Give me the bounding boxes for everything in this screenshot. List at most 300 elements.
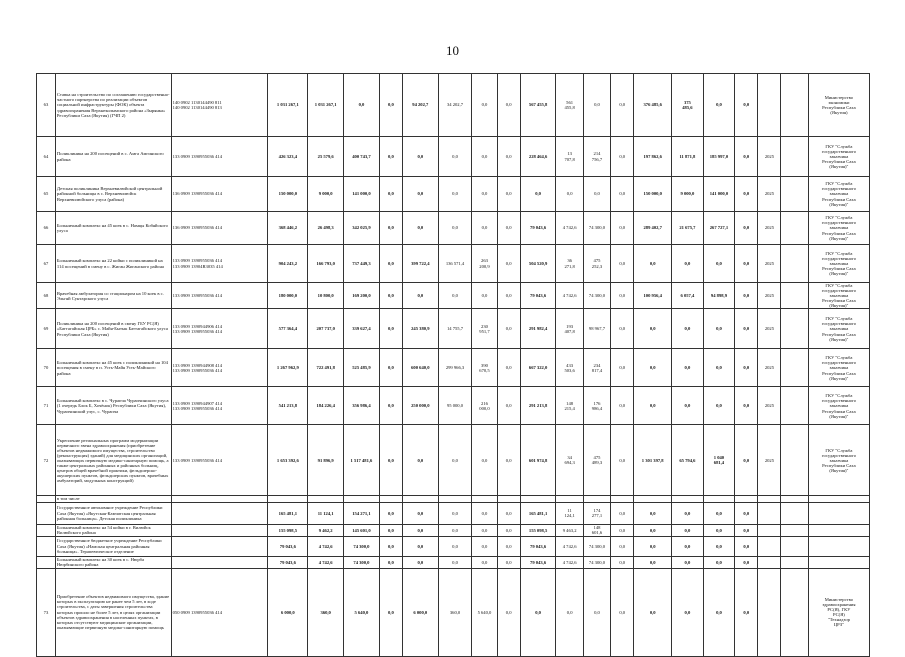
value-cell: 0,0	[611, 137, 634, 177]
value-cell: 0,0	[634, 556, 672, 568]
value-cell: 10 800,0	[308, 283, 344, 309]
value-cell: 1 517 481,6	[344, 425, 380, 496]
value-cell: 2025	[758, 177, 781, 212]
value-cell: 475 252,3	[583, 245, 610, 283]
value-cell: 79 043,6	[520, 536, 556, 556]
value-cell: 0,0	[735, 212, 758, 245]
value-cell: 1 301 397,8	[634, 425, 672, 496]
value-cell: 368 446,2	[268, 212, 308, 245]
value-cell: 0,0	[379, 74, 402, 137]
value-cell: 74 300,0	[344, 536, 380, 556]
table-row	[37, 137, 870, 177]
value-cell: 13 707,8	[556, 137, 583, 177]
budget-code	[171, 524, 268, 536]
value-cell: 0,0	[611, 245, 634, 283]
table-row	[37, 309, 870, 349]
table-row	[37, 536, 870, 556]
value-cell: 0,0	[438, 556, 472, 568]
value-cell: 0,0	[634, 309, 672, 349]
empty-cell	[781, 212, 808, 245]
value-cell: 0,0	[634, 536, 672, 556]
value-cell: 1 267 962,9	[268, 349, 308, 387]
value-cell: 0,0	[556, 177, 583, 212]
value-cell: 0,0	[497, 74, 520, 137]
budget-code	[171, 502, 268, 524]
row-name: Укрепление региональных программ модернизации первичного звена здравоохранения (приобретение объектов недвижимого имущества, строительство (реконструкция) зданий) для медицинских организаций, оказывающих первичную медико-санитарную помощь, а также центральных районных и районных больниц, центров общей врачебной практики, фельдшерско-акушерских пунктов, фельдшерских пунктов, врачебных амбулаторий, модульных конструкций)	[55, 425, 171, 496]
value-cell: 36 271,8	[556, 245, 583, 283]
value-cell: 737 449,3	[344, 245, 380, 283]
value-cell: 0,0	[703, 536, 735, 556]
value-cell: 375 485,6	[672, 74, 704, 137]
value-cell: 230 951,7	[472, 309, 497, 349]
empty-cell	[781, 309, 808, 349]
value-cell: 155 098,5	[520, 524, 556, 536]
value-cell: 376 485,6	[634, 74, 672, 137]
row-name: Больничный комплекс на 45 коек в с. Намцы Кобяйского улуса	[55, 212, 171, 245]
value-cell: 0,0	[735, 387, 758, 425]
value-cell: 0,0	[634, 502, 672, 524]
value-cell: 0,0	[611, 524, 634, 536]
value-cell: 79 043,6	[520, 212, 556, 245]
value-cell: 0,0	[703, 349, 735, 387]
value-cell: 9 462,2	[308, 524, 344, 536]
value-cell: 74 300,0	[583, 212, 610, 245]
value-cell: 176 986,4	[583, 387, 610, 425]
responsible-cell	[808, 502, 869, 524]
row-name: Больничный комплекс на 22 койки с поликлиникой на 114 посещений в смену в с. Жиган Жиганского района	[55, 245, 171, 283]
value-cell: 426 323,4	[268, 137, 308, 177]
row-name: Поликлиника на 200 посещений в смену ГБУ РС(Я) «Баттагайская ЦРБ» с. Майя-Бытык Баттагайского улуса Республики Саха (Якутия)	[55, 309, 171, 349]
value-cell: 0,0	[735, 425, 758, 496]
budget-code: 133 0909 1390944907 414 133 0909 1390955036 414	[171, 387, 268, 425]
page-number: 10	[446, 43, 459, 58]
value-cell: 0,0	[611, 212, 634, 245]
value-cell: 0,0	[438, 177, 472, 212]
value-cell: 0,0	[611, 425, 634, 496]
row-number: 68	[37, 283, 56, 309]
value-cell: 0,0	[735, 309, 758, 349]
value-cell: 4 742,6	[556, 212, 583, 245]
value-cell: 561 455,8	[556, 74, 583, 137]
value-cell: 0,0	[497, 568, 520, 656]
value-cell: 21 675,7	[672, 212, 704, 245]
budget-code: 133 0909 1390944908 414 133 0909 1390955036 414	[171, 349, 268, 387]
value-cell: 339 627,4	[344, 309, 380, 349]
value-cell: 342 025,9	[344, 212, 380, 245]
value-cell: 0,0	[438, 212, 472, 245]
value-cell: 4 742,6	[556, 536, 583, 556]
value-cell: 165 481,1	[268, 502, 308, 524]
value-cell: 0,0	[402, 502, 438, 524]
responsible-cell: ГКУ "Служба государственного заказчика Республики Саха (Якутия)"	[808, 349, 869, 387]
value-cell: 1 653 392,6	[268, 425, 308, 496]
value-cell	[758, 568, 781, 656]
value-cell: 141 000,0	[703, 177, 735, 212]
value-cell: 207 737,0	[308, 309, 344, 349]
value-cell: 0,0	[497, 502, 520, 524]
row-name: Государственное автономное учреждение Республики Саха (Якутия) «Якутская-Камчатская центральная районная больница». Детская поликлиника	[55, 502, 171, 524]
responsible-cell	[808, 556, 869, 568]
value-cell: 0,0	[703, 556, 735, 568]
value-cell: 291 982,4	[520, 309, 556, 349]
value-cell: 5 640,0	[472, 568, 497, 656]
value-cell: 0,0	[672, 245, 704, 283]
value-cell	[758, 536, 781, 556]
value-cell: 34 694,3	[556, 425, 583, 496]
value-cell: 79 043,6	[268, 556, 308, 568]
value-cell: 25 579,6	[308, 137, 344, 177]
value-cell: 2025	[758, 212, 781, 245]
value-cell: 11 124,1	[308, 502, 344, 524]
value-cell: 74 300,0	[583, 556, 610, 568]
row-number: 65	[37, 177, 56, 212]
value-cell: 0,0	[379, 387, 402, 425]
value-cell: 0,0	[379, 425, 402, 496]
value-cell: 0,0	[438, 502, 472, 524]
value-cell: 74 300,0	[583, 283, 610, 309]
value-cell: 0,0	[611, 309, 634, 349]
row-number	[37, 524, 56, 536]
value-cell: 2025	[758, 245, 781, 283]
responsible-cell	[808, 524, 869, 536]
value-cell: 0,0	[520, 568, 556, 656]
value-cell: 0,0	[379, 137, 402, 177]
value-cell: 0,0	[735, 283, 758, 309]
value-cell: 0,0	[472, 524, 497, 536]
value-cell: 400 743,7	[344, 137, 380, 177]
responsible-cell: ГКУ "Служба государственного заказчика Республики Саха (Якутия)"	[808, 309, 869, 349]
responsible-cell: ГКУ "Служба государственного заказчика Республики Саха (Якутия)"	[808, 177, 869, 212]
table-row	[37, 245, 870, 283]
empty-cell	[781, 74, 808, 137]
value-cell: 433 503,6	[556, 349, 583, 387]
value-cell: 1 031 267,1	[308, 74, 344, 137]
value-cell: 0,0	[379, 524, 402, 536]
row-number: 70	[37, 349, 56, 387]
value-cell: 0,0	[556, 568, 583, 656]
value-cell: 0,0	[703, 524, 735, 536]
empty-cell	[781, 137, 808, 177]
row-number: 66	[37, 212, 56, 245]
value-cell: 0,0	[379, 245, 402, 283]
value-cell: 0,0	[735, 137, 758, 177]
value-cell: 0,0	[672, 349, 704, 387]
empty-cell	[781, 245, 808, 283]
row-name: Врачебная амбулатория со стационаром на 10 коек в с. Эльгяй Сунтарского улуса	[55, 283, 171, 309]
value-cell: 0,0	[703, 387, 735, 425]
value-cell: 4 742,6	[556, 283, 583, 309]
responsible-cell: ГКУ "Служба государственного заказчика Республики Саха (Якутия)"	[808, 245, 869, 283]
value-cell: 154 271,1	[344, 502, 380, 524]
value-cell: 0,0	[634, 524, 672, 536]
row-name: Ставка на строительство по соглашению государственно-частного партнерства по реализации объектов социальной инфраструктуры (ФОК) объекта здравоохранения Верхнеколымского района «Зырянка» Республики Саха (Якутия) (ГЧП 2)	[55, 74, 171, 137]
value-cell: 0,0	[703, 502, 735, 524]
value-cell: 148 601,6	[583, 524, 610, 536]
value-cell: 150 000,0	[268, 177, 308, 212]
value-cell: 0,0	[497, 536, 520, 556]
table-row	[37, 177, 870, 212]
value-cell: 0,0	[472, 177, 497, 212]
value-cell: 291 213,8	[520, 387, 556, 425]
value-cell: 2025	[758, 137, 781, 177]
value-cell: 74 300,0	[583, 536, 610, 556]
value-cell: 0,0	[735, 524, 758, 536]
value-cell: 4 742,6	[556, 556, 583, 568]
value-cell: 0,0	[672, 502, 704, 524]
value-cell: 180 000,0	[268, 283, 308, 309]
empty-cell	[781, 387, 808, 425]
value-cell: 234 817,4	[583, 349, 610, 387]
value-cell: 0,0	[402, 177, 438, 212]
value-cell: 0,0	[438, 425, 472, 496]
value-cell: 399 722,4	[402, 245, 438, 283]
value-cell: 360,0	[438, 568, 472, 656]
value-cell: 148 215,4	[556, 387, 583, 425]
table-row	[37, 524, 870, 536]
value-cell: 169 200,0	[344, 283, 380, 309]
value-cell: 6 000,0	[268, 568, 308, 656]
value-cell: 0,0	[735, 245, 758, 283]
value-cell: 360,0	[308, 568, 344, 656]
value-cell: 0,0	[497, 349, 520, 387]
table-row	[37, 283, 870, 309]
table-row	[37, 556, 870, 568]
value-cell: 600 640,0	[402, 349, 438, 387]
value-cell: 0,0	[703, 245, 735, 283]
value-cell: 0,0	[611, 556, 634, 568]
empty-cell	[781, 502, 808, 524]
budget-code	[171, 556, 268, 568]
value-cell: 9 000,0	[308, 177, 344, 212]
value-cell: 0,0	[472, 283, 497, 309]
table-row	[37, 425, 870, 496]
value-cell: 94 898,9	[703, 283, 735, 309]
table-row	[37, 502, 870, 524]
row-name: Приобретение объектов недвижимого имущества, здание которых в эксплуатацию не ранее чем 5 лет, в ходе строительства, с даты завершения строительства которых прошло не более 5 лет, в целях организации объектов здравоохранения в населенных пунктах, в которых отсутствуют медицинские организации, оказывающие первичную медико-санитарную помощь	[55, 568, 171, 656]
value-cell: 0,0	[611, 74, 634, 137]
value-cell: 65 794,6	[672, 425, 704, 496]
value-cell: 289 402,7	[634, 212, 672, 245]
value-cell: 390 670,5	[472, 349, 497, 387]
value-cell: 0,0	[634, 568, 672, 656]
value-cell: 722 491,8	[308, 349, 344, 387]
value-cell: 141 000,0	[344, 177, 380, 212]
value-cell: 79 043,6	[520, 556, 556, 568]
value-cell: 0,0	[402, 212, 438, 245]
value-cell: 2025	[758, 349, 781, 387]
value-cell: 184 226,4	[308, 387, 344, 425]
value-cell: 0,0	[472, 137, 497, 177]
table-row	[37, 387, 870, 425]
value-cell: 0,0	[497, 524, 520, 536]
value-cell: 79 043,6	[520, 283, 556, 309]
row-number: 69	[37, 309, 56, 349]
responsible-cell: ГКУ "Служба государственного заказчика Республики Саха (Якутия)"	[808, 425, 869, 496]
value-cell	[758, 556, 781, 568]
value-cell: 0,0	[402, 283, 438, 309]
value-cell: 0,0	[497, 556, 520, 568]
value-cell: 197 862,6	[634, 137, 672, 177]
budget-code: 133 0909 1390944906 414 133 0909 1390955036 414	[171, 309, 268, 349]
value-cell: 150 000,0	[634, 177, 672, 212]
value-cell: 155 098,5	[268, 524, 308, 536]
value-cell: 0,0	[611, 349, 634, 387]
value-cell: 0,0	[611, 283, 634, 309]
value-cell: 0,0	[379, 309, 402, 349]
value-cell: 0,0	[735, 502, 758, 524]
value-cell: 0,0	[520, 177, 556, 212]
table-row	[37, 349, 870, 387]
row-name: Государственное бюджетное учреждение Республики Саха (Якутия) «Намская центральная районная больница». Терапевтическое отделение	[55, 536, 171, 556]
value-cell: 475 489,3	[583, 425, 610, 496]
value-cell: 0,0	[379, 283, 402, 309]
value-cell: 185 997,0	[703, 137, 735, 177]
value-cell: 2025	[758, 309, 781, 349]
budget-table	[36, 73, 870, 657]
value-cell: 6 057,4	[672, 283, 704, 309]
value-cell: 0,0	[472, 74, 497, 137]
value-cell: 0,0	[344, 74, 380, 137]
row-number: 64	[37, 137, 56, 177]
row-name: Больничный комплекс на 30 коек в с. Нюрба Нюрбинского района	[55, 556, 171, 568]
responsible-cell	[808, 536, 869, 556]
value-cell: 2025	[758, 425, 781, 496]
row-number	[37, 502, 56, 524]
value-cell: 214 756,7	[583, 137, 610, 177]
value-cell: 95 000,0	[438, 387, 472, 425]
value-cell: 0,0	[634, 349, 672, 387]
row-number	[37, 536, 56, 556]
value-cell: 91 896,9	[308, 425, 344, 496]
value-cell: 299 966,3	[438, 349, 472, 387]
value-cell: 9 463,2	[556, 524, 583, 536]
empty-cell	[781, 425, 808, 496]
value-cell: 0,0	[379, 349, 402, 387]
value-cell: 0,0	[379, 568, 402, 656]
value-cell: 0,0	[402, 425, 438, 496]
value-cell: 0,0	[472, 212, 497, 245]
value-cell: 11 124,1	[556, 502, 583, 524]
value-cell: 267 727,1	[703, 212, 735, 245]
value-cell: 0,0	[672, 387, 704, 425]
budget-code: 140 0902 1130144490 811 140 0902 1130144490 813	[171, 74, 268, 137]
value-cell: 250 000,0	[402, 387, 438, 425]
value-cell: 34 202,7	[438, 74, 472, 137]
value-cell: 0,0	[402, 536, 438, 556]
value-cell: 0,0	[472, 502, 497, 524]
value-cell: 904 243,2	[268, 245, 308, 283]
value-cell: 245 380,9	[402, 309, 438, 349]
value-cell: 0,0	[611, 536, 634, 556]
value-cell: 0,0	[497, 212, 520, 245]
value-cell: 145 601,0	[344, 524, 380, 536]
responsible-cell: Министерство здравоохранения РС(Я), ГКУ РС(Я) "Технадзор ЦРЗ"	[808, 568, 869, 656]
value-cell: 263 200,9	[472, 245, 497, 283]
value-cell: 0,0	[438, 137, 472, 177]
value-cell: 94 202,7	[402, 74, 438, 137]
budget-code: 133 0909 1390955036 414	[171, 283, 268, 309]
value-cell	[758, 74, 781, 137]
value-cell: 504 520,9	[520, 245, 556, 283]
value-cell: 6 000,0	[402, 568, 438, 656]
row-name: Больничный комплекс на 45 коек с поликлиникой на 104 посещения в смену в п. Усть-Майя Усть-Майского района	[55, 349, 171, 387]
value-cell: 11 871,8	[672, 137, 704, 177]
responsible-cell: Министерство экономики Республики Саха (Якутия)	[808, 74, 869, 137]
value-cell: 0,0	[735, 568, 758, 656]
value-cell: 0,0	[611, 568, 634, 656]
responsible-cell: ГКУ "Служба государственного заказчика Республики Саха (Якутия)"	[808, 137, 869, 177]
value-cell: 14 755,7	[438, 309, 472, 349]
value-cell: 193 407,8	[556, 309, 583, 349]
value-cell: 0,0	[703, 309, 735, 349]
empty-cell	[781, 568, 808, 656]
budget-code: 133 0909 1390955036 414 133 0909 13904R3035 414	[171, 245, 268, 283]
value-cell: 525 485,9	[344, 349, 380, 387]
value-cell: 79 043,6	[268, 536, 308, 556]
value-cell: 0,0	[402, 556, 438, 568]
table-row	[37, 212, 870, 245]
value-cell: 0,0	[672, 556, 704, 568]
value-cell: 0,0	[672, 309, 704, 349]
value-cell: 216 000,0	[472, 387, 497, 425]
value-cell: 74 300,0	[344, 556, 380, 568]
value-cell: 0,0	[583, 568, 610, 656]
value-cell: 601 974,8	[520, 425, 556, 496]
value-cell: 0,0	[611, 502, 634, 524]
budget-code: 133 0909 1390955036 414	[171, 425, 268, 496]
row-number: 67	[37, 245, 56, 283]
value-cell: 0,0	[379, 177, 402, 212]
value-cell: 0,0	[472, 556, 497, 568]
value-cell: 0,0	[497, 425, 520, 496]
value-cell: 0,0	[583, 74, 610, 137]
value-cell: 9 000,0	[672, 177, 704, 212]
value-cell: 0,0	[472, 536, 497, 556]
value-cell: 136 571,4	[438, 245, 472, 283]
budget-code	[171, 536, 268, 556]
value-cell: 0,0	[497, 245, 520, 283]
value-cell: 0,0	[672, 568, 704, 656]
value-cell: 98 967,7	[583, 309, 610, 349]
value-cell: 0,0	[735, 74, 758, 137]
value-cell: 0,0	[438, 283, 472, 309]
value-cell: 0,0	[497, 309, 520, 349]
row-name: Больничный комплекс на 54 койки в г. Вилюйск Вилюйского района	[55, 524, 171, 536]
value-cell: 0,0	[634, 387, 672, 425]
budget-code: 136 0909 1390955036 414	[171, 212, 268, 245]
responsible-cell: ГКУ "Служба государственного заказчика Республики Саха (Якутия)"	[808, 283, 869, 309]
value-cell: 0,0	[611, 177, 634, 212]
budget-code: 133 0909 1390955036 414	[171, 137, 268, 177]
value-cell: 2025	[758, 283, 781, 309]
row-number: 73	[37, 568, 56, 656]
value-cell: 0,0	[438, 536, 472, 556]
value-cell: 1 040 681,4	[703, 425, 735, 496]
value-cell: 166 793,0	[308, 245, 344, 283]
value-cell: 541 213,8	[268, 387, 308, 425]
row-name: Поликлиника на 200 посещений в с. Амга Амгинского района	[55, 137, 171, 177]
value-cell: 577 364,4	[268, 309, 308, 349]
value-cell: 0,0	[735, 556, 758, 568]
value-cell: 0,0	[497, 137, 520, 177]
row-number: 72	[37, 425, 56, 496]
value-cell: 0,0	[497, 177, 520, 212]
table-row	[37, 568, 870, 656]
value-cell: 5 640,0	[344, 568, 380, 656]
empty-cell	[781, 524, 808, 536]
value-cell: 4 742,6	[308, 536, 344, 556]
value-cell: 0,0	[402, 137, 438, 177]
